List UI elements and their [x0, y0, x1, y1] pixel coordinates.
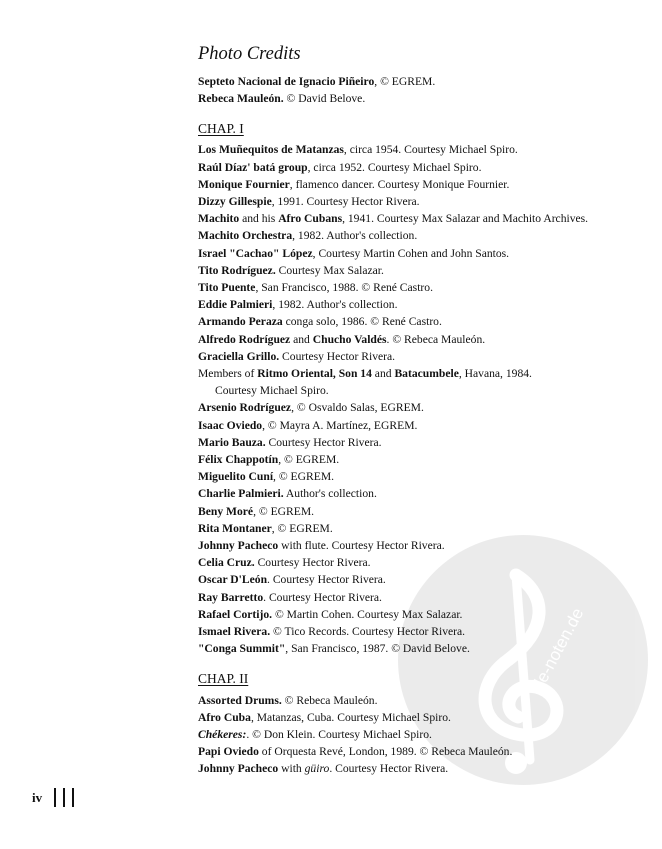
credit-text: , circa 1952. Courtesy Michael Spiro.	[307, 160, 482, 174]
credit-line	[198, 399, 638, 416]
credit-subject: Félix Chappotín	[198, 453, 279, 467]
credit-subject: Batacumbele	[394, 367, 459, 381]
credit-text: Courtesy Hector Rivera.	[254, 556, 371, 570]
credit-text: Author's collection.	[283, 487, 377, 501]
credit-text: Members of	[198, 367, 258, 381]
credit-text: , Courtesy Martin Cohen and John Santos.	[312, 246, 510, 260]
credit-line	[198, 503, 638, 520]
credit-text: with	[278, 762, 305, 776]
credit-line	[198, 451, 638, 468]
credit-line	[198, 365, 638, 382]
credit-text: Courtesy Max Salazar.	[275, 263, 384, 277]
credit-line	[198, 760, 638, 777]
credit-text: , 1991. Courtesy Hector Rivera.	[271, 195, 420, 209]
credit-line	[198, 743, 638, 760]
credit-text: of Orquesta Revé, London, 1989. © Rebeca Mauleón.	[258, 745, 513, 759]
credit-subject: Israel "Cachao" López	[198, 246, 313, 260]
credit-subject: Graciella Grillo.	[198, 349, 280, 363]
chapter-list	[198, 120, 638, 777]
credit-text: with flute. Courtesy Hector Rivera.	[278, 539, 445, 553]
credit-line	[198, 262, 638, 279]
credit-subject: Celia Cruz.	[198, 556, 255, 570]
credit-subject: Papi Oviedo	[198, 745, 259, 759]
credit-subject: Miguelito Cuní	[198, 470, 274, 484]
credit-line	[198, 159, 638, 176]
credit-text: , circa 1954. Courtesy Michael Spiro.	[343, 143, 518, 157]
credit-line	[198, 709, 638, 726]
credit-subject: Ray Barretto	[198, 590, 264, 604]
credit-text: , © EGREM.	[374, 75, 436, 88]
credit-line	[198, 623, 638, 640]
watermark-text: de-noten.de	[528, 604, 588, 694]
credit-line	[198, 537, 638, 554]
credit-line	[198, 141, 638, 158]
credit-subject: Rita Montaner	[198, 521, 272, 535]
credit-text: , © EGREM.	[271, 521, 333, 535]
page-number: iv	[32, 789, 43, 805]
chapter-heading: CHAP. II	[198, 670, 249, 686]
credit-text: , Matanzas, Cuba. Courtesy Michael Spiro.	[250, 710, 451, 724]
credit-text: , © Osvaldo Salas, EGREM.	[291, 401, 424, 415]
credit-subject: Assorted Drums.	[198, 693, 282, 707]
credit-line	[198, 606, 638, 623]
footer-bar	[72, 788, 74, 807]
page-title: Photo Credits	[198, 44, 301, 64]
chapter-heading: CHAP. I	[198, 121, 244, 137]
credit-subject: Johnny Pacheco	[198, 539, 279, 553]
credit-line	[198, 73, 638, 90]
credit-subject: Tito Rodríguez.	[198, 263, 276, 277]
credit-line	[198, 313, 638, 330]
footer-bar	[54, 788, 56, 807]
credit-subject: Oscar D'León	[198, 573, 268, 587]
credit-line	[198, 245, 638, 262]
footer-bars	[54, 788, 81, 807]
credit-subject: Los Muñequitos de Matanzas	[198, 143, 344, 157]
credit-line	[198, 176, 638, 193]
page-footer	[32, 788, 81, 807]
credit-text: conga solo, 1986. © René Castro.	[282, 315, 442, 329]
credit-subject: Arsenio Rodríguez	[198, 401, 292, 415]
credit-line	[198, 485, 638, 502]
credit-subject: Chucho Valdés	[312, 332, 387, 346]
credit-text: , © EGREM.	[273, 470, 335, 484]
credit-line	[198, 331, 638, 348]
credit-text: Courtesy Michael Spiro.	[215, 384, 329, 398]
credit-line	[198, 193, 638, 210]
credit-subject: Afro Cubans	[278, 212, 343, 226]
credit-text: , San Francisco, 1987. © David Belove.	[285, 642, 470, 656]
credit-text: . © Rebeca Mauleón.	[386, 332, 486, 346]
chapter-section	[198, 120, 638, 657]
credit-subject: Ismael Rivera.	[198, 625, 271, 639]
credit-line	[198, 520, 638, 537]
credit-line	[198, 382, 638, 399]
credit-text: , flamenco dancer. Courtesy Monique Fournier.	[289, 177, 510, 191]
credit-subject: Afro Cuba	[198, 710, 251, 724]
credit-text: © Martin Cohen. Courtesy Max Salazar.	[272, 607, 463, 621]
credit-subject: güiro	[304, 762, 330, 776]
credit-text: and his	[239, 212, 279, 226]
credit-line	[198, 417, 638, 434]
credit-line	[198, 90, 638, 107]
credit-text: . Courtesy Hector Rivera.	[267, 573, 386, 587]
credit-line	[198, 227, 638, 244]
credit-subject: Monique Fournier	[198, 177, 290, 191]
credit-text: , © EGREM.	[278, 453, 340, 467]
credit-subject: Johnny Pacheco	[198, 762, 279, 776]
credit-line	[198, 589, 638, 606]
credit-text: Courtesy Hector Rivera.	[265, 435, 382, 449]
credit-subject: Mario Bauza.	[198, 435, 266, 449]
credit-text: and	[371, 367, 395, 381]
credit-subject: Alfredo Rodríguez	[198, 332, 291, 346]
credit-subject: Tito Puente	[198, 281, 256, 295]
credit-subject: "Conga Summit"	[198, 642, 286, 656]
credit-line	[198, 692, 638, 709]
credit-line	[198, 279, 638, 296]
credit-line	[198, 434, 638, 451]
credit-subject: Beny Moré	[198, 504, 254, 518]
credit-subject: Eddie Palmieri	[198, 298, 273, 312]
credit-line	[198, 348, 638, 365]
credit-subject: Charlie Palmieri.	[198, 487, 284, 501]
credit-line	[198, 640, 638, 657]
credit-subject: Armando Peraza	[198, 315, 283, 329]
credit-subject: Chékeres:	[198, 727, 247, 741]
credit-line	[198, 210, 638, 227]
credit-line	[198, 296, 638, 313]
credit-subject: Isaac Oviedo	[198, 418, 263, 432]
credit-subject: Septeto Nacional de Ignacio Piñeiro	[198, 75, 375, 88]
credit-text: © David Belove.	[283, 92, 366, 106]
chapter-section	[198, 670, 638, 778]
credit-subject: Rafael Cortijo.	[198, 607, 273, 621]
credit-text: , Havana, 1984.	[458, 367, 532, 381]
credit-text: , © Mayra A. Martínez, EGREM.	[262, 418, 418, 432]
credit-line	[198, 468, 638, 485]
credit-text: , San Francisco, 1988. © René Castro.	[255, 281, 433, 295]
credit-text: . Courtesy Hector Rivera.	[263, 590, 382, 604]
credits-page	[198, 42, 638, 778]
credit-line	[198, 554, 638, 571]
credit-text: , 1941. Courtesy Max Salazar and Machito Archives.	[342, 212, 589, 226]
credit-subject: Rebeca Mauleón.	[198, 92, 284, 106]
credit-text: and	[290, 332, 313, 346]
credit-subject: Machito Orchestra	[198, 229, 293, 243]
footer-bar	[63, 788, 65, 807]
credit-subject: Raúl Díaz' batá group	[198, 160, 308, 174]
credit-subject: Ritmo Oriental, Son 14	[257, 367, 372, 381]
intro-credits	[198, 73, 638, 107]
credit-line	[198, 726, 638, 743]
credit-text: , 1982. Author's collection.	[272, 298, 398, 312]
credit-subject: Dizzy Gillespie	[198, 195, 272, 209]
credit-text: © Tico Records. Courtesy Hector Rivera.	[270, 625, 466, 639]
credit-line	[198, 571, 638, 588]
credit-text: © Rebeca Mauleón.	[281, 693, 378, 707]
credit-text: . © Don Klein. Courtesy Michael Spiro.	[246, 727, 432, 741]
credit-text: Courtesy Hector Rivera.	[279, 349, 396, 363]
credit-text: . Courtesy Hector Rivera.	[329, 762, 449, 776]
credit-text: , 1982. Author's collection.	[292, 229, 418, 243]
credit-text: , © EGREM.	[253, 504, 315, 518]
credit-subject: Machito	[198, 212, 240, 226]
